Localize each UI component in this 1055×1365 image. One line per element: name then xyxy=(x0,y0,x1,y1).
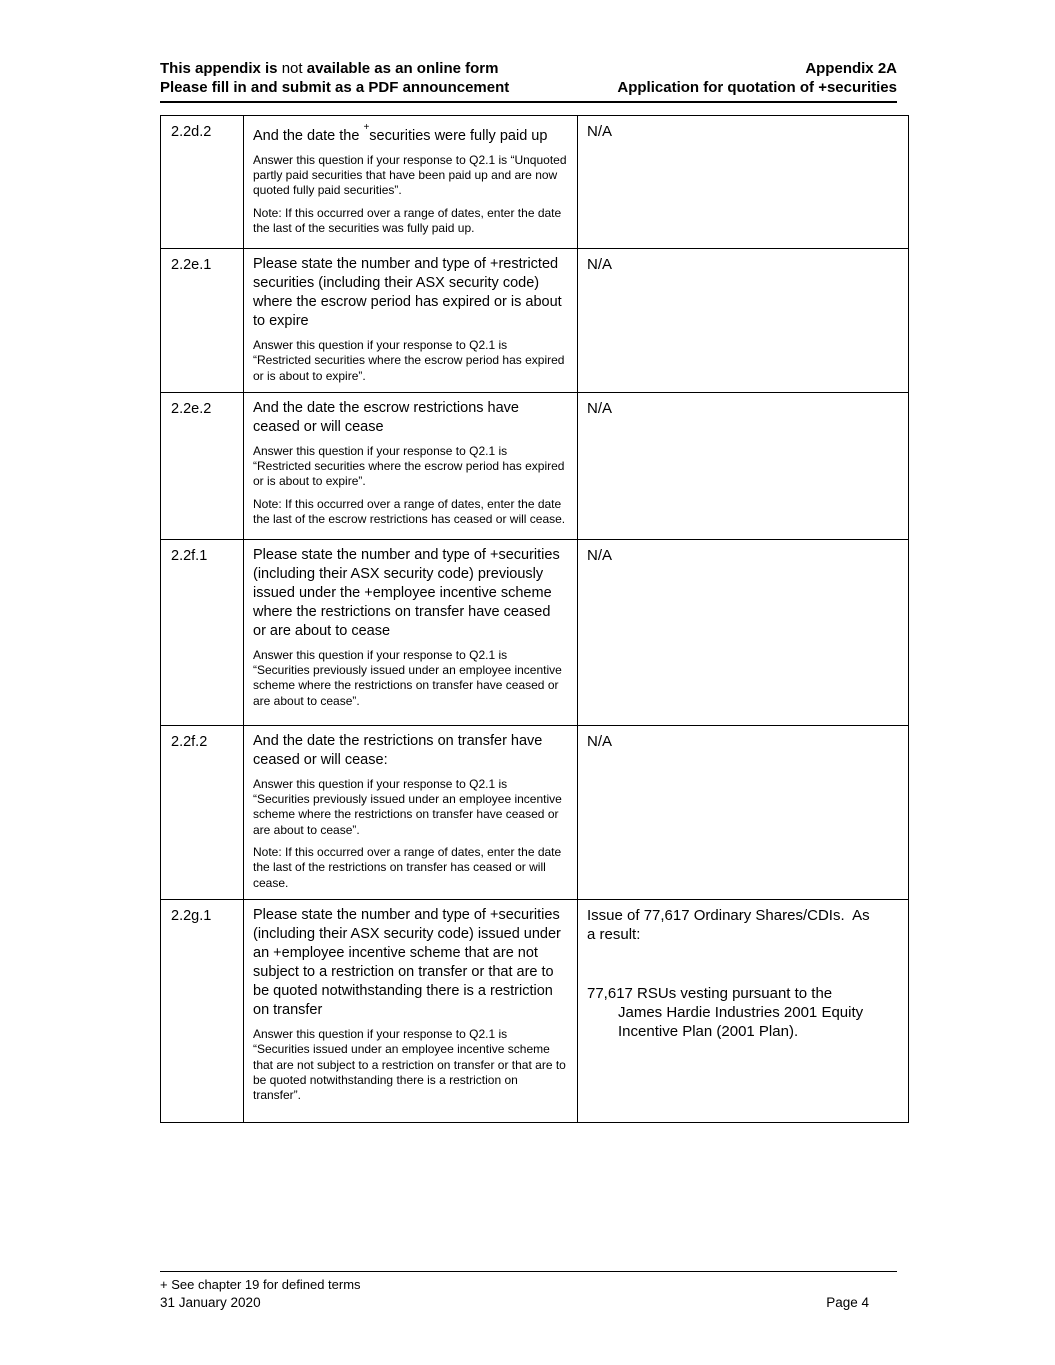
answer-text xyxy=(587,906,900,1041)
question-text: Please state the number and type of +securities (including their ASX security code) issued under an +employee incentive scheme that are not subject to a restriction on transfer or that are to be quoted notwithstanding there is a restriction on transfer xyxy=(253,906,561,1018)
question-cell xyxy=(244,392,578,539)
question-id-cell: 2.2f.1 xyxy=(161,539,244,725)
header-left xyxy=(160,59,509,97)
answer-cell xyxy=(578,725,909,899)
answer-line: 77,617 RSUs vesting pursuant to the xyxy=(587,984,833,1002)
answer-cell xyxy=(578,899,909,1122)
question-text: And the date the restrictions on transfer have ceased or will cease: xyxy=(253,732,543,768)
table-row xyxy=(161,249,909,393)
footer-date: 31 January 2020 xyxy=(160,1295,261,1310)
answer-text: N/A xyxy=(587,256,613,273)
question-text-post: securities were fully paid up xyxy=(369,127,548,144)
question-text xyxy=(253,122,567,146)
answer-cell xyxy=(578,249,909,393)
question-text: Please state the number and type of +restricted securities (including their ASX security code) where the escrow period has expired or is about to expire xyxy=(253,256,562,329)
defined-terms-footnote: + See chapter 19 for defined terms xyxy=(160,1277,361,1292)
table-row xyxy=(161,392,909,539)
question-id-cell: 2.2e.1 xyxy=(161,249,244,393)
answer-line: Issue of 77,617 Ordinary Shares/CDIs. As xyxy=(587,906,870,924)
table-row xyxy=(161,725,909,899)
table-row xyxy=(161,899,909,1122)
answer-line: Incentive Plan (2001 Plan). xyxy=(618,1022,799,1040)
question-id-cell: 2.2f.2 xyxy=(161,725,244,899)
footer-page-number: Page 4 xyxy=(826,1295,869,1310)
question-cell xyxy=(244,249,578,393)
answer-line: a result: xyxy=(587,925,641,943)
answer-text: N/A xyxy=(587,399,613,417)
answer-cell xyxy=(578,539,909,725)
question-note: Answer this question if your response to Q2.1 is “Securities issued under an employee incentive scheme that are not subject to a restriction on transfer or that are to be quoted notwithstanding there is a restriction on transfer”. xyxy=(253,1026,566,1103)
header-note-line-1 xyxy=(160,59,509,78)
question-note: Answer this question if your response to Q2.1 is “Unquoted partly paid securities that have been paid up and are now quoted fully paid securities”. xyxy=(253,152,567,198)
question-cell xyxy=(244,725,578,899)
question-note: Answer this question if your response to Q2.1 is “Restricted securities where the escrow period has expired or is about to expire”. xyxy=(253,443,565,489)
question-id-cell: 2.2d.2 xyxy=(161,116,244,249)
question-note: Note: If this occurred over a range of dates, enter the date the last of the restrictions on transfer has ceased or will cease. xyxy=(253,845,562,890)
page-footer xyxy=(160,1271,897,1311)
answer-text: N/A xyxy=(587,732,613,750)
answer-text: N/A xyxy=(587,123,613,140)
question-text: Please state the number and type of +securities (including their ASX security code) previously issued under the +employee incentive scheme where the restrictions on transfer have ceased or are about to cease xyxy=(253,546,560,639)
answer-text: N/A xyxy=(587,546,613,564)
header-note-prefix: This appendix is xyxy=(160,60,282,77)
question-id-cell: 2.2e.2 xyxy=(161,392,244,539)
question-text-pre: And the date the xyxy=(253,127,364,144)
appendix-subtitle: Application for quotation of +securities xyxy=(617,79,897,96)
header-right xyxy=(617,59,897,97)
question-cell xyxy=(244,116,578,249)
question-note: Note: If this occurred over a range of dates, enter the date the last of the escrow restrictions has ceased or will cease. xyxy=(253,496,566,527)
header-note-line-2: Please fill in and submit as a PDF announcement xyxy=(160,79,510,96)
page-header xyxy=(160,59,897,103)
table-row xyxy=(161,116,909,249)
answer-cell xyxy=(578,392,909,539)
question-note: Note: If this occurred over a range of dates, enter the date the last of the securities was fully paid up. xyxy=(253,205,562,236)
answer-cell xyxy=(578,116,909,249)
question-cell xyxy=(244,899,578,1122)
answer-line: James Hardie Industries 2001 Equity xyxy=(618,1003,864,1021)
questions-table xyxy=(160,115,909,1123)
question-note: Answer this question if your response to Q2.1 is “Securities previously issued under an employee incentive scheme where the restrictions on transfer have ceased or are about to cease”. xyxy=(253,776,562,837)
question-cell xyxy=(244,539,578,725)
appendix-title: Appendix 2A xyxy=(805,60,897,77)
question-text: And the date the escrow restrictions have ceased or will cease xyxy=(253,399,519,435)
header-note-suffix: available as an online form xyxy=(302,60,499,77)
question-note: Answer this question if your response to Q2.1 is “Securities previously issued under an employee incentive scheme where the restrictions on transfer have ceased or are about to cease”. xyxy=(253,647,562,708)
question-note: Answer this question if your response to Q2.1 is “Restricted securities where the escrow period has expired or is about to expire”. xyxy=(253,338,565,383)
superscript-plus: + xyxy=(363,122,370,133)
question-id-cell: 2.2g.1 xyxy=(161,899,244,1122)
header-note-emphasis: not xyxy=(281,60,303,77)
table-row xyxy=(161,539,909,725)
